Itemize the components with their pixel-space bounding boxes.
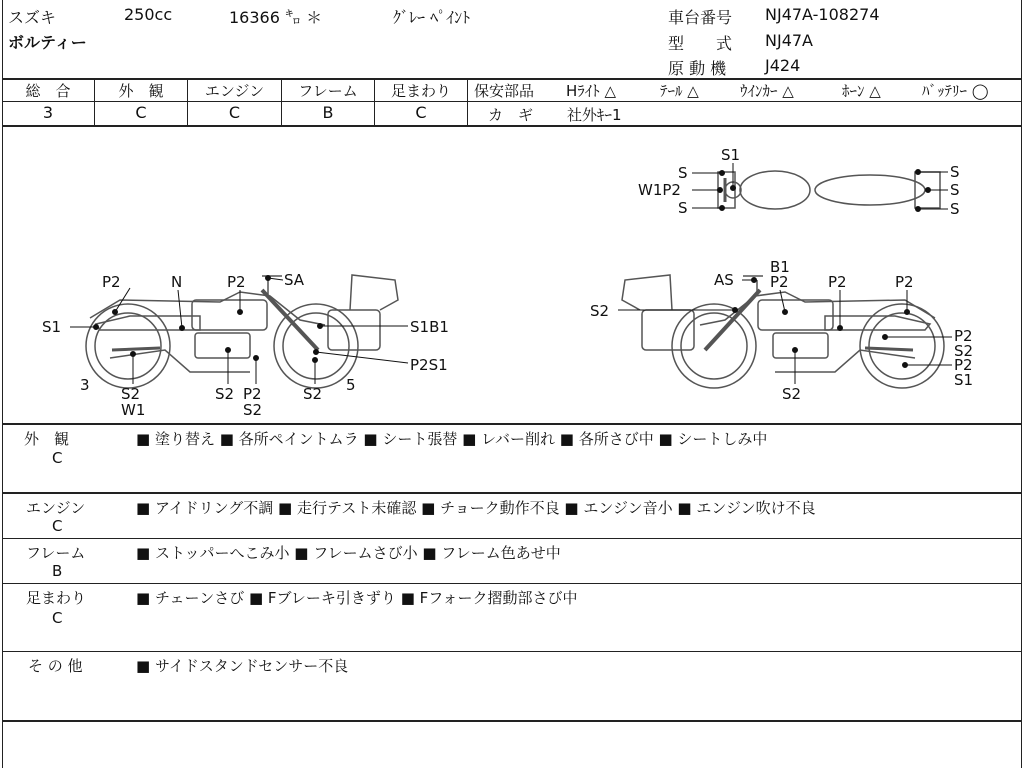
lbl-right-8: P2 [954,356,973,374]
safety-battery: ﾊﾞｯﾃﾘｰ ◯ [922,82,989,100]
lbl-top-1: S [678,164,688,182]
lbl-top-5: S [950,181,960,199]
remark-label: エンジン [26,499,86,517]
lbl-left-14: S2 [303,385,323,403]
frame-label: フレーム [298,82,358,100]
lbl-left-1: N [171,273,183,291]
safety-horn: ﾎｰﾝ △ [842,82,881,100]
color: ｸﾞﾚｰ ﾍﾟｲﾝﾄ [393,8,471,27]
lbl-right-4: P2 [895,273,914,291]
remark-grade: C [52,609,63,627]
remark-text: ■ サイドスタンドセンサー不良 [136,657,349,675]
lbl-left-6: P2S1 [410,356,448,374]
safety-headlight: Hﾗｲﾄ △ [566,82,617,100]
lbl-right-10: S2 [782,385,802,403]
lbl-left-2: P2 [227,273,246,291]
model-name: ボルティー [8,33,87,52]
exterior-grade: C [135,103,147,122]
lbl-top-4: S [950,163,960,181]
lbl-left-5: S1B1 [410,318,449,336]
engine-grade: C [228,103,241,122]
displacement: 250cc [124,5,173,24]
right-side-view [622,275,944,388]
engine-label: 原 動 機 [668,59,727,78]
lbl-left-9: S2 [121,385,141,403]
lbl-right-6: P2 [954,327,973,345]
remark-label: 外 観 [24,430,70,448]
safety-label: 保安部品 [474,82,535,100]
lbl-top-6: S [950,200,960,218]
lbl-top-2: W1P2 [638,181,681,199]
top-view [718,171,940,209]
engine-grade-label: エンジン [204,82,265,100]
lbl-left-0: P2 [102,273,121,291]
remark-label: フレーム [26,544,86,562]
remark-label: そ の 他 [28,657,83,675]
safety-winker: ｳｲﾝｶｰ △ [740,82,794,100]
lbl-left-10: W1 [121,401,146,419]
suspension-label: 足まわり [390,82,451,100]
remark-grade: C [52,517,63,535]
lbl-left-3: SA [284,271,305,289]
lbl-right-3: P2 [828,273,847,291]
lbl-left-7: 3 [80,376,90,394]
lbl-left-11: S2 [215,385,235,403]
chassis-label: 車台番号 [668,8,733,27]
remark-text: ■ アイドリング不調 ■ 走行テスト未確認 ■ チョーク動作不良 ■ エンジン音小 ■ エンジン吹け不良 [136,499,816,517]
chassis-value: NJ47A-108274 [765,5,880,24]
key-label: カ ギ [488,106,534,124]
remark-grade: C [52,449,63,467]
remark-label: 足まわり [26,589,87,607]
remark-text: ■ ストッパーへこみ小 ■ フレームさび小 ■ フレーム色あせ中 [136,544,561,562]
engine-value: J424 [765,56,801,75]
overall-grade: 3 [42,103,54,122]
lbl-left-8: 5 [346,376,356,394]
lbl-right-7: S2 [954,342,974,360]
lbl-top-3: S [678,199,688,217]
remark-text: ■ チェーンさび ■ Fブレーキ引きずり ■ Fフォーク摺動部さび中 [136,589,578,607]
lbl-left-13: S2 [243,401,263,419]
overall-label: 総 合 [25,82,71,100]
lbl-right-0: AS [714,271,734,289]
remark-grade: B [52,562,63,580]
lbl-right-5: S2 [590,302,610,320]
lbl-left-12: P2 [243,385,262,403]
frame-grade: B [322,103,334,122]
safety-tail: ﾃｰﾙ △ [660,82,699,100]
key-value: 社外ｷｰ1 [567,106,622,124]
bike-diagram [0,124,1024,424]
lbl-right-1: B1 [770,258,790,276]
maker: スズキ [8,8,57,27]
type-value: NJ47A [765,31,813,50]
lbl-right-2: P2 [770,273,789,291]
lbl-top-0: S1 [721,146,741,164]
lbl-left-4: S1 [42,318,62,336]
type-label: 型 式 [668,34,733,53]
remark-text: ■ 塗り替え ■ 各所ペイントムラ ■ シート張替 ■ レバー削れ ■ 各所さび中 ■ シートしみ中 [136,430,768,448]
lbl-right-9: S1 [954,371,974,389]
exterior-label: 外 観 [118,82,164,100]
mileage: 16366 ㌔ ＊ [229,8,323,27]
suspension-grade: C [415,103,427,122]
